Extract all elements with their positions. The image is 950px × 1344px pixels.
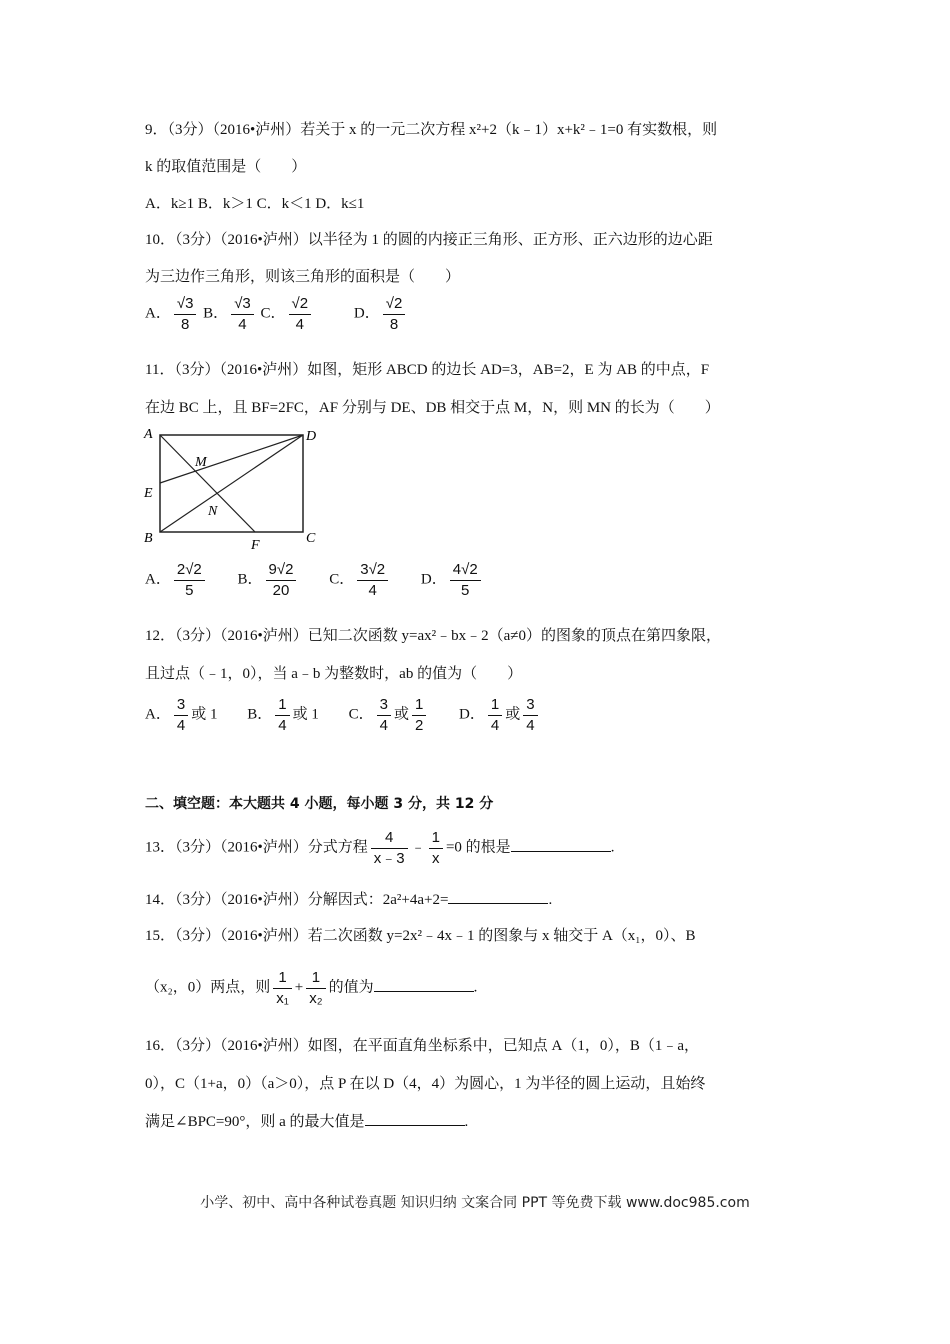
denominator: 5 bbox=[461, 581, 470, 599]
radicand: 2 bbox=[193, 561, 202, 578]
q12-option-a[interactable] bbox=[145, 697, 217, 734]
q9-line1: 9．（3分）（2016•泸州）若关于 x 的一元二次方程 x²+2（k﹣1）x+k²﹣1=0 有实数根，则 bbox=[145, 122, 718, 138]
label-a: A bbox=[144, 427, 153, 442]
denominator: x bbox=[432, 849, 440, 867]
q15-line2 bbox=[145, 970, 477, 1007]
label-c: C bbox=[306, 531, 316, 546]
denominator: 5 bbox=[185, 581, 194, 599]
q10-options bbox=[145, 296, 408, 333]
fraction: $\frac{√2}{4}$ bbox=[289, 296, 312, 333]
fraction bbox=[306, 970, 325, 1007]
label-m: M bbox=[195, 455, 207, 470]
numerator: 1 bbox=[275, 697, 289, 716]
q14-text: 14．（3分）（2016•泸州）分解因式：2a²+4a+2= bbox=[145, 892, 449, 908]
q11-option-d[interactable] bbox=[421, 562, 484, 599]
option-label: C． bbox=[329, 571, 355, 588]
fraction bbox=[412, 697, 426, 734]
option-text: 或 1 bbox=[292, 706, 319, 723]
operator: ﹣ bbox=[410, 839, 426, 856]
label-n: N bbox=[208, 504, 218, 519]
fraction: $\frac{2√2}{5}$ bbox=[174, 562, 205, 599]
answer-blank[interactable] bbox=[511, 837, 611, 852]
option-label: A． bbox=[145, 706, 171, 723]
period: . bbox=[473, 979, 478, 996]
q10-option-d[interactable] bbox=[354, 296, 408, 333]
denominator: 8 bbox=[389, 315, 399, 333]
q10-option-a[interactable] bbox=[145, 296, 199, 333]
q11-option-c[interactable] bbox=[329, 562, 391, 599]
numerator: 1 bbox=[429, 830, 443, 849]
numerator: 1 bbox=[488, 697, 502, 716]
denominator: 20 bbox=[272, 581, 290, 599]
q11-line1: 11．（3分）（2016•泸州）如图，矩形 ABCD 的边长 AD=3，AB=2，E 为 AB 的中点，F bbox=[145, 362, 710, 378]
radicand: 3 bbox=[185, 295, 194, 312]
q12-option-d[interactable] bbox=[459, 697, 541, 734]
period: . bbox=[610, 839, 615, 856]
q12-options bbox=[145, 697, 541, 734]
q13-line bbox=[145, 830, 614, 867]
coefficient: 2 bbox=[176, 561, 186, 578]
numerator: 1 bbox=[412, 697, 426, 716]
coefficient: 4 bbox=[452, 561, 462, 578]
radicand: 2 bbox=[299, 295, 309, 312]
q14-line bbox=[145, 888, 552, 909]
coefficient: 3 bbox=[360, 561, 369, 578]
q16-line3 bbox=[145, 1110, 468, 1131]
fraction bbox=[429, 830, 443, 867]
q16-line1: 16．（3分）（2016•泸州）如图，在平面直角坐标系中，已知点 A（1，0），B（1﹣a， bbox=[145, 1038, 699, 1054]
q10-line2: 为三边作三角形，则该三角形的面积是（ ） bbox=[145, 269, 461, 285]
fraction bbox=[488, 697, 502, 734]
option-label: D． bbox=[353, 305, 380, 322]
q16-text: 满足∠BPC=90°，则 a 的最大值是 bbox=[145, 1114, 365, 1130]
q11-option-a[interactable] bbox=[145, 562, 208, 599]
label-b: B bbox=[144, 531, 153, 546]
q11-option-b[interactable] bbox=[238, 562, 300, 599]
denominator: 4 bbox=[526, 716, 535, 734]
period: . bbox=[464, 1114, 469, 1130]
option-label: A． bbox=[145, 305, 171, 322]
fraction bbox=[371, 830, 408, 867]
fraction: $\frac{9√2}{20}$ bbox=[266, 562, 297, 599]
denominator: 4 bbox=[278, 716, 287, 734]
fraction bbox=[523, 697, 537, 734]
option-label: C． bbox=[348, 706, 374, 723]
segment-db bbox=[160, 435, 303, 532]
denominator: 4 bbox=[379, 716, 388, 734]
option-label: B． bbox=[237, 571, 263, 588]
denominator: 4 bbox=[238, 315, 247, 333]
label-f: F bbox=[251, 538, 260, 553]
coefficient: 9 bbox=[268, 561, 277, 578]
period: . bbox=[548, 892, 553, 908]
fraction: $\frac{√2}{8}$ bbox=[383, 296, 406, 333]
fraction bbox=[174, 697, 188, 734]
q11-options bbox=[145, 562, 484, 599]
q15-prefix: （x₂，0）两点，则 bbox=[145, 979, 271, 996]
numerator: 1 bbox=[273, 970, 292, 989]
denominator: 4 bbox=[490, 716, 500, 734]
fraction: $\frac{√3}{4}$ bbox=[231, 296, 254, 333]
denominator: x₁ bbox=[276, 989, 289, 1007]
footer-text: 小学、初中、高中各种试卷真题 知识归纳 文案合同 PPT 等免费下载 www.doc985.com bbox=[200, 1195, 750, 1211]
q13-prefix: 13．（3分）（2016•泸州）分式方程 bbox=[145, 839, 368, 856]
q12-line2: 且过点（﹣1，0），当 a﹣b 为整数时，ab 的值为（ ） bbox=[145, 666, 523, 682]
radicand: 2 bbox=[285, 561, 294, 578]
option-label: D． bbox=[459, 706, 485, 723]
q9-options: A．k≥1 B．k＞1 C．k＜1 D．k≤1 bbox=[145, 196, 365, 212]
q12-line1: 12．（3分）（2016•泸州）已知二次函数 y=ax²﹣bx﹣2（a≠0）的图象的顶点在第四象限， bbox=[145, 628, 722, 644]
q10-line1: 10．（3分）（2016•泸州）以半径为 1 的圆的内接正三角形、正方形、正六边形的边心距 bbox=[145, 232, 713, 248]
denominator: 4 bbox=[176, 716, 186, 734]
q15-suffix: 的值为 bbox=[328, 979, 374, 996]
q9-line2: k 的取值范围是（ ） bbox=[145, 159, 307, 175]
operator: + bbox=[294, 979, 304, 996]
numerator: 1 bbox=[306, 970, 325, 989]
section-title: 二、填空题：本大题共 4 小题，每小题 3 分，共 12 分 bbox=[145, 796, 494, 812]
answer-blank[interactable] bbox=[365, 1111, 465, 1126]
numerator: 4 bbox=[371, 830, 408, 849]
option-text: 或 bbox=[393, 706, 409, 723]
denominator: 4 bbox=[295, 315, 304, 333]
answer-blank[interactable] bbox=[448, 889, 548, 904]
option-label: C． bbox=[260, 305, 286, 322]
denominator: x₂ bbox=[309, 989, 323, 1007]
radicand: 2 bbox=[469, 561, 478, 578]
option-text: 或 1 bbox=[191, 706, 218, 723]
denominator: 4 bbox=[368, 581, 377, 599]
q15-line1: 15．（3分）（2016•泸州）若二次函数 y=2x²﹣4x﹣1 的图象与 x 轴交于 A（x₁，0）、B bbox=[145, 928, 696, 944]
denominator: 8 bbox=[180, 315, 190, 333]
option-label: D． bbox=[420, 571, 447, 588]
q11-line2: 在边 BC 上，且 BF=2FC，AF 分别与 DE、DB 相交于点 M，N，则 MN 的长为（ ） bbox=[145, 400, 720, 416]
fraction bbox=[377, 697, 391, 734]
option-label: A． bbox=[145, 571, 171, 588]
rectangle-figure bbox=[140, 425, 330, 555]
radicand: 3 bbox=[242, 295, 251, 312]
q12-option-b[interactable] bbox=[247, 697, 319, 734]
q10-option-c[interactable] bbox=[261, 296, 315, 333]
answer-blank[interactable] bbox=[374, 977, 474, 992]
q16-line2: 0），C（1+a，0）（a＞0），点 P 在以 D（4，4）为圆心，1 为半径的圆上运动，且始终 bbox=[145, 1076, 706, 1092]
label-d: D bbox=[306, 429, 317, 444]
option-text: 或 bbox=[505, 706, 521, 723]
fraction: $\frac{4√2}{5}$ bbox=[450, 562, 481, 599]
label-e: E bbox=[144, 486, 153, 501]
fraction bbox=[275, 697, 289, 734]
q10-option-b[interactable] bbox=[203, 296, 257, 333]
numerator: 3 bbox=[377, 697, 391, 716]
fraction bbox=[273, 970, 292, 1007]
fraction: $\frac{3√2}{4}$ bbox=[357, 562, 388, 599]
numerator: 3 bbox=[174, 697, 188, 716]
numerator: 3 bbox=[523, 697, 537, 716]
q12-option-c[interactable] bbox=[349, 697, 430, 734]
denominator: 2 bbox=[414, 716, 424, 734]
denominator: x﹣3 bbox=[373, 849, 405, 867]
fraction: $\frac{√3}{8}$ bbox=[174, 296, 197, 333]
segment-de bbox=[160, 435, 303, 483]
q13-suffix: =0 的根是 bbox=[445, 839, 511, 856]
radicand: 2 bbox=[376, 561, 386, 578]
radicand: 2 bbox=[393, 295, 403, 312]
option-label: B． bbox=[247, 706, 273, 723]
option-label: B． bbox=[203, 305, 229, 322]
